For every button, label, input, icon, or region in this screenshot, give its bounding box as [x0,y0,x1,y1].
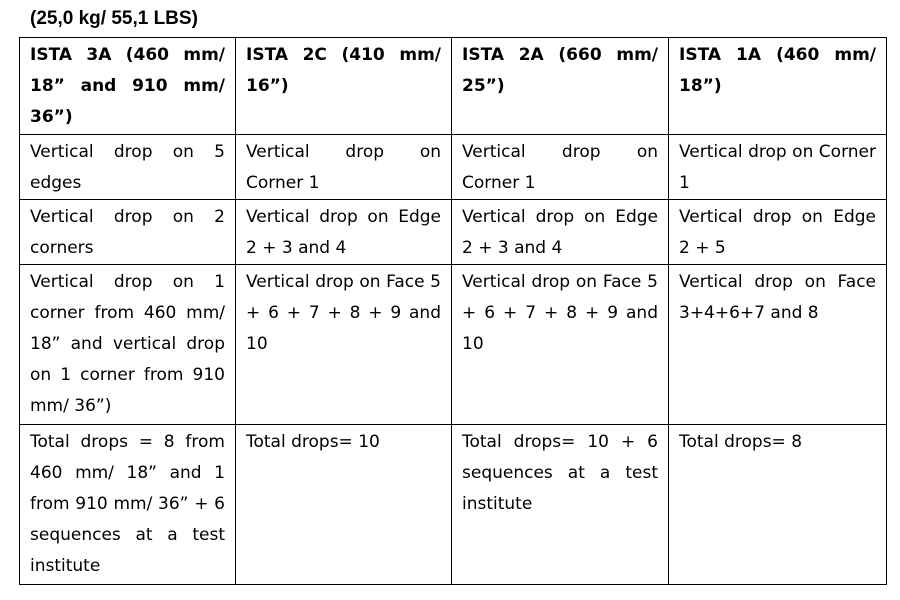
table-cell: Vertical drop on 1 corner from 460 mm/ 18” and vertical drop on 1 corner from 910 mm/ 36”) [20,265,236,425]
table-cell: Vertical drop on 2 corners [20,200,236,265]
table-cell: Total drops= 10 + 6 sequences at a test institute [452,425,669,585]
table-cell: Vertical drop on 5 edges [20,135,236,200]
table-cell: Total drops= 8 [669,425,887,585]
table-cell: Vertical drop on Face 3+4+6+7 and 8 [669,265,887,425]
page-title: (25,0 kg/ 55,1 LBS) [30,8,198,29]
table-cell: Vertical drop on Edge 2 + 3 and 4 [236,200,452,265]
header-ista-1a: ISTA 1A (460 mm/ 18”) [669,38,887,135]
table-cell: Vertical drop on Corner 1 [236,135,452,200]
table-cell: Vertical drop on Edge 2 + 3 and 4 [452,200,669,265]
table-cell: Vertical drop on Corner 1 [669,135,887,200]
header-ista-2c: ISTA 2C (410 mm/ 16”) [236,38,452,135]
table-cell: Vertical drop on Edge 2 + 5 [669,200,887,265]
table-cell: Total drops = 8 from 460 mm/ 18” and 1 from 910 mm/ 36” + 6 sequences at a test institute [20,425,236,585]
table-row [20,200,887,265]
table-cell: Vertical drop on Corner 1 [452,135,669,200]
table-row [20,265,887,425]
table-cell: Total drops= 10 [236,425,452,585]
table-cell: Vertical drop on Face 5 + 6 + 7 + 8 + 9 and 10 [236,265,452,425]
table-row [20,135,887,200]
table-header-row [20,38,887,135]
table-cell: Vertical drop on Face 5 + 6 + 7 + 8 + 9 and 10 [452,265,669,425]
header-ista-3a: ISTA 3A (460 mm/ 18” and 910 mm/ 36”) [20,38,236,135]
table-row [20,425,887,585]
ista-drop-test-table [19,37,887,585]
header-ista-2a: ISTA 2A (660 mm/ 25”) [452,38,669,135]
